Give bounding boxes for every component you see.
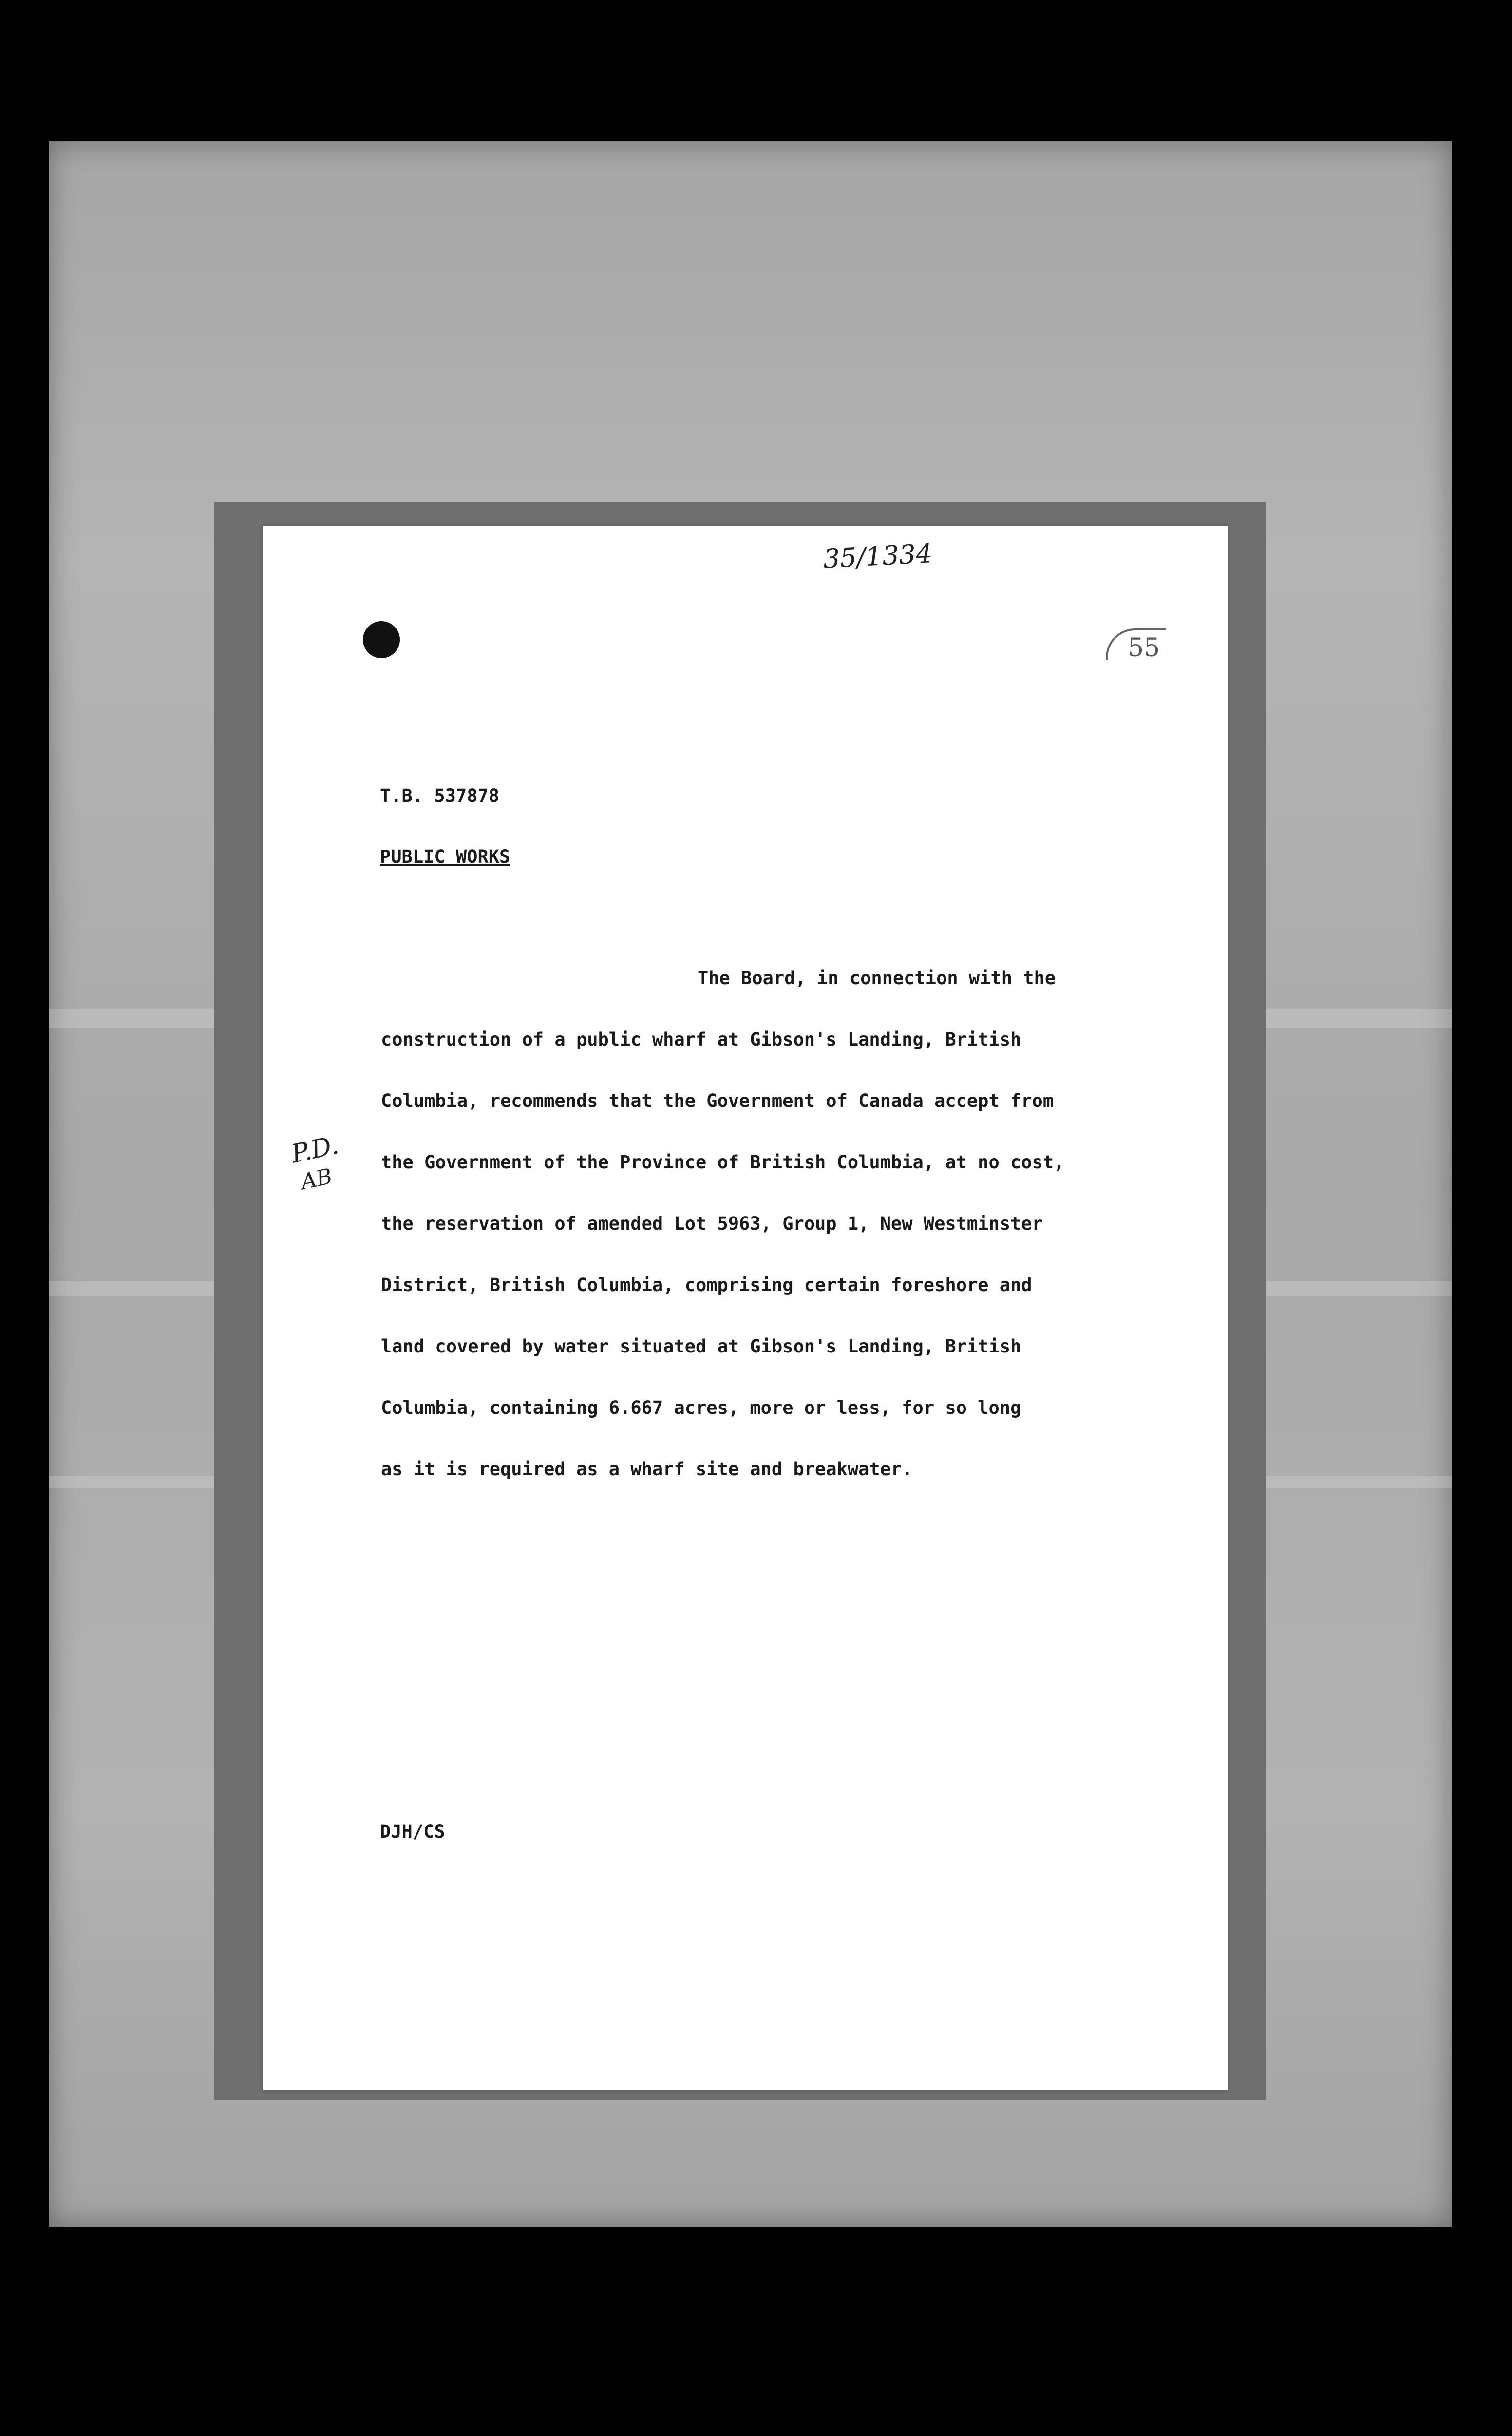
body-line: land covered by water situated at Gibson's Landing, British — [381, 1336, 1021, 1357]
body-line: as it is required as a wharf site and breakwater. — [381, 1459, 913, 1480]
body-line: Columbia, containing 6.667 acres, more or less, for so long — [381, 1397, 1021, 1418]
punch-hole — [363, 621, 400, 658]
margin-initials: P.D. — [288, 1130, 341, 1169]
body-line: construction of a public wharf at Gibson's Landing, British — [381, 1029, 1021, 1050]
reference-initials: DJH/CS — [380, 1821, 445, 1842]
tb-number: T.B. 537878 — [380, 785, 500, 806]
body-line: the reservation of amended Lot 5963, Group 1, New Westminster — [381, 1213, 1043, 1234]
body-line: the Government of the Province of British Columbia, at no cost, — [381, 1152, 1065, 1173]
file-reference-handwritten: 35/1334 — [822, 538, 933, 574]
body-line: District, British Columbia, comprising certain foreshore and — [381, 1275, 1032, 1295]
page-number: 55 — [1128, 633, 1160, 663]
body-line: Columbia, recommends that the Government of Canada accept from — [381, 1090, 1054, 1111]
margin-initials-2: AB — [299, 1163, 335, 1195]
body-line: The Board, in connection with the — [698, 968, 1056, 989]
section-heading: PUBLIC WORKS — [380, 846, 510, 867]
document-page — [263, 526, 1228, 2090]
